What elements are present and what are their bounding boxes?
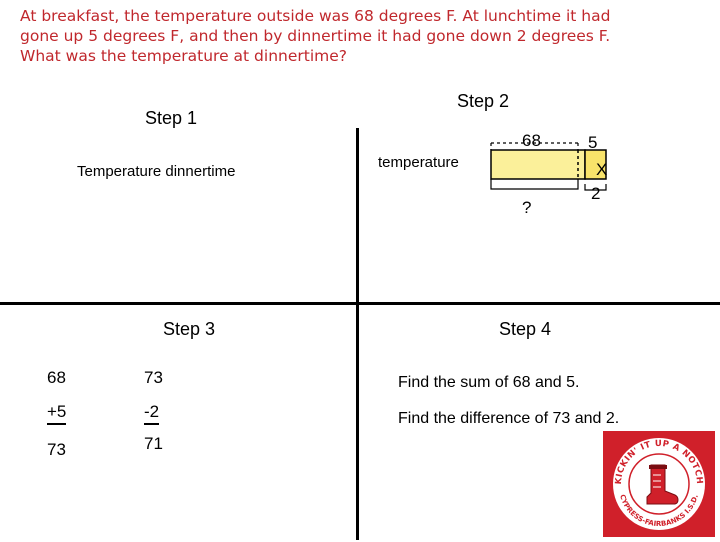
- step2-title: Step 2: [457, 91, 510, 111]
- step3-col1-row3: 73: [47, 440, 66, 459]
- step3-col1-row2: +5: [47, 402, 66, 425]
- problem-line-1: At breakfast, the temperature outside was 68 degrees F. At lunchtime it had: [20, 7, 611, 25]
- svg-text:CYPRESS-FAIRBANKS I.S.D.: CYPRESS-FAIRBANKS I.S.D.: [618, 493, 700, 529]
- step3-col2-row1: 73: [144, 368, 163, 387]
- step1-title: Step 1: [145, 108, 198, 128]
- tape-bar-68: [491, 150, 585, 179]
- tape-label-68: 68: [522, 131, 541, 150]
- bracket-unknown: [491, 179, 578, 189]
- step4-title: Step 4: [499, 319, 552, 339]
- step4-line-2: Find the difference of 73 and 2.: [398, 410, 620, 427]
- step3-col2-row2: -2: [144, 402, 159, 425]
- step3-col2-row3: 71: [144, 434, 163, 453]
- kickin-it-up-a-notch-logo: [603, 431, 715, 537]
- svg-text:KICKIN' IT UP A NOTCH: KICKIN' IT UP A NOTCH: [613, 438, 705, 485]
- tape-label-5: 5: [588, 133, 598, 152]
- step3-col1-row1: 68: [47, 368, 66, 387]
- step3-title: Step 3: [163, 319, 216, 339]
- step4-line-1: Find the sum of 68 and 5.: [398, 374, 580, 391]
- step1-statement: Temperature dinnertime: [77, 163, 236, 180]
- tape-label-unknown: ?: [522, 198, 532, 217]
- step2-bar-label: temperature: [378, 154, 459, 171]
- problem-line-3: What was the temperature at dinnertime?: [20, 47, 347, 65]
- tape-label-2: 2: [591, 184, 601, 203]
- tape-label-x: X: [596, 160, 608, 179]
- problem-line-2: gone up 5 degrees F, and then by dinnertime it had gone down 2 degrees F.: [20, 27, 611, 45]
